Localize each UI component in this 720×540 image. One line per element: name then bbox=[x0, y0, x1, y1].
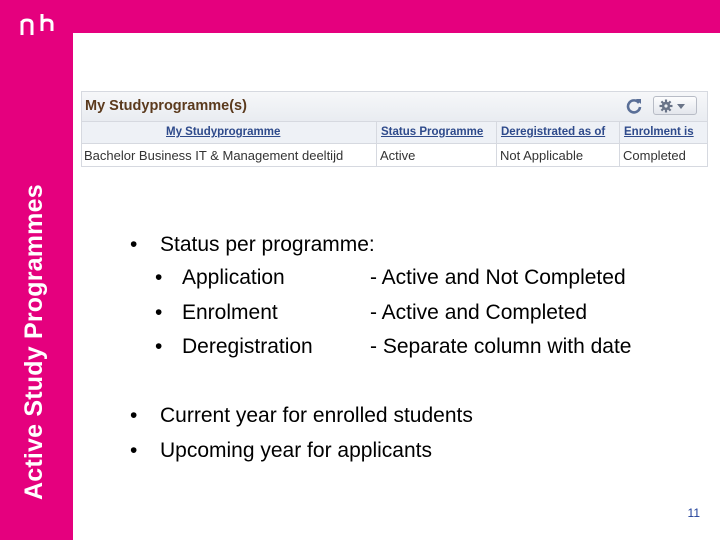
panel-title: My Studyprogramme(s) bbox=[85, 98, 247, 114]
column-header-studyprogramme[interactable]: My Studyprogramme bbox=[166, 126, 281, 138]
cell-deregistrated: Not Applicable bbox=[500, 148, 584, 163]
bullet-dot: • bbox=[155, 335, 163, 358]
column-header-enrolment[interactable]: Enrolment is bbox=[624, 126, 694, 138]
sidebar-title: Active Study Programmes bbox=[20, 184, 48, 500]
page-number: 11 bbox=[687, 506, 700, 520]
bullet-current-year: Current year for enrolled students bbox=[160, 404, 473, 427]
bullet-dot: • bbox=[155, 266, 163, 289]
cell-status: Active bbox=[380, 148, 416, 163]
bullet-dot: • bbox=[155, 301, 163, 324]
cell-enrolment: Completed bbox=[623, 148, 686, 163]
sub-bullet-label: Deregistration bbox=[182, 335, 313, 358]
bullet-upcoming-year: Upcoming year for applicants bbox=[160, 439, 432, 462]
sub-bullet-value: - Separate column with date bbox=[370, 335, 632, 358]
sub-bullet-value: - Active and Not Completed bbox=[370, 266, 626, 289]
column-header-deregistrated[interactable]: Deregistrated as of bbox=[501, 126, 606, 138]
bullet-dot: • bbox=[130, 233, 138, 256]
sub-bullet-value: - Active and Completed bbox=[370, 301, 588, 324]
sub-bullet-label: Application bbox=[182, 266, 285, 289]
bullet-dot: • bbox=[130, 404, 138, 427]
bullet-dot: • bbox=[130, 439, 138, 462]
column-header-status[interactable]: Status Programme bbox=[381, 126, 484, 138]
bullet-status-per-programme: Status per programme: bbox=[160, 233, 375, 256]
sub-bullet-label: Enrolment bbox=[182, 301, 278, 324]
cell-programme: Bachelor Business IT & Management deeltijd bbox=[84, 148, 344, 163]
